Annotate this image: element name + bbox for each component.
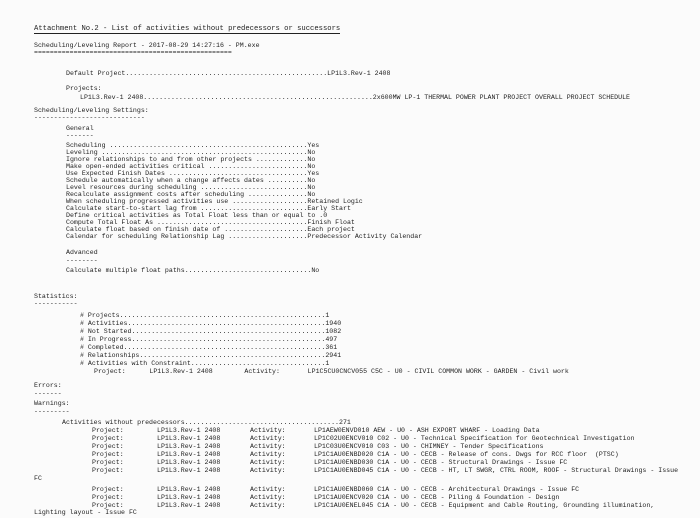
advanced-line: Calculate multiple float paths................................No [66, 267, 320, 274]
advanced-label: Advanced [66, 249, 98, 256]
row-project-label: Project: [92, 435, 124, 442]
setting-line: Schedule automatically when a change affects dates ..........No [66, 177, 316, 184]
row-activity: LP1C1AU0ENBD045 C1A - U0 - CECB - HT, LT SWGR, CTRL ROOM, ROOF - Structural Drawings - Issue [314, 467, 679, 474]
row-activity-label: Activity: [250, 427, 286, 434]
row-project: LP1L3.Rev-1 2408 [157, 459, 221, 466]
row-project-label: Project: [92, 459, 124, 466]
advanced-rule: -------- [66, 257, 98, 264]
row-activity-label: Activity: [250, 467, 286, 474]
row-activity-label: Activity: [250, 486, 286, 493]
row-project-label: Project: [92, 451, 124, 458]
row-project-label: Project: [92, 486, 124, 493]
statistic-line: # Relationships...............................................2941 [80, 352, 342, 359]
setting-line: Use Expected Finish Dates ...................................Yes [66, 170, 320, 177]
header-rule: ================================================== [34, 49, 232, 56]
row-activity-label: Activity: [250, 435, 286, 442]
setting-line: Define critical activities as Total Float less than or equal to .0 [66, 212, 328, 219]
row-activity-label: Activity: [250, 494, 286, 501]
statistic-line: # Projects....................................................1 [80, 312, 330, 319]
row-project: LP1L3.Rev-1 2408 [157, 486, 221, 493]
setting-line: Calculate start-to-start lag from ...........................Early Start [66, 205, 351, 212]
constraint-row: Project: LP1L3.Rev-1 2408 Activity: LP1C5CU0CNCV055 C5C - U0 - CIVIL COMMON WORK - GARDEN - Civil work [94, 368, 569, 375]
default-project-line: Default Project...................................................LP1L3.Rev-1 2408 [66, 70, 391, 77]
row-activity: LP1C1AU0ENBD030 C1A - U0 - CECB - Structural Drawings - Issue FC [314, 459, 568, 466]
setting-line: Calculate float based on finish date of .....................Each project [66, 226, 355, 233]
row-project: LP1L3.Rev-1 2408 [157, 467, 221, 474]
setting-line: Make open-ended activities critical .........................No [66, 163, 316, 170]
statistic-line: # In Progress.................................................497 [80, 336, 338, 343]
row-project-label: Project: [92, 427, 124, 434]
setting-line: Scheduling ..................................................Yes [66, 142, 320, 149]
report-header: Scheduling/Leveling Report - 2017-08-29 14:27:16 - PM.exe [34, 42, 260, 49]
general-rule: ------- [66, 132, 94, 139]
wrapped-text: Lighting layout - Issue FC [34, 509, 137, 516]
row-project: LP1L3.Rev-1 2408 [157, 443, 221, 450]
row-activity-label: Activity: [250, 502, 286, 509]
row-activity: LP1C03U0ENCV010 C03 - U0 - CHIMNEY - Tender Specifications [314, 443, 544, 450]
row-project: LP1L3.Rev-1 2408 [157, 451, 221, 458]
general-label: General [66, 125, 94, 132]
statistics-label: Statistics: [34, 293, 78, 300]
row-project-label: Project: [92, 467, 124, 474]
row-project: LP1L3.Rev-1 2408 [157, 435, 221, 442]
row-activity: LP1C02U0ENCV010 C02 - U0 - Technical Specification for Geotechnical Investigation [314, 435, 635, 442]
row-project-label: Project: [92, 443, 124, 450]
statistic-line: # Completed...................................................361 [80, 344, 338, 351]
row-activity: LP1C1AU0ENEL045 C1A - U0 - CECB - Equipment and Cable Routing, Grounding illumination, [314, 502, 655, 509]
settings-header: Scheduling/Leveling Settings: [34, 107, 149, 114]
setting-line: When scheduling progressed activities use ...................Retained Logic [66, 198, 363, 205]
row-project: LP1L3.Rev-1 2408 [157, 502, 221, 509]
settings-rule: ---------------------------- [34, 114, 145, 121]
row-activity-label: Activity: [250, 443, 286, 450]
statistic-line: # Activities with Constraint..................................1 [80, 360, 330, 367]
setting-line: Ignore relationships to and from other projects .............No [66, 156, 316, 163]
row-project: LP1L3.Rev-1 2408 [157, 494, 221, 501]
warnings-label: Warnings: [34, 400, 70, 407]
row-activity-label: Activity: [250, 459, 286, 466]
row-project-label: Project: [92, 494, 124, 501]
row-activity: LP1C1AU0ENBD060 C1A - U0 - CECB - Architectural Drawings - Issue FC [314, 486, 580, 493]
setting-line: Leveling ....................................................No [66, 149, 316, 156]
row-activity: LP1C1AU0ENCV020 C1A - U0 - CECB - Piling & Foundation - Design [314, 494, 560, 501]
setting-line: Recalculate assignment costs after scheduling ...............No [66, 191, 316, 198]
setting-line: Level resources during scheduling ...........................No [66, 184, 316, 191]
setting-line: Compute Total Float As ......................................Finish Float [66, 219, 355, 226]
statistics-rule: ----------- [34, 300, 78, 307]
warning-line: Activities without predecessors.......................................271 [62, 419, 351, 426]
projects-line: LP1L3.Rev-1 2408..........................................................2x600MW LP-1 THERMAL POWER PLANT PROJECT OVERALL PROJECT SCHEDULE [80, 94, 631, 101]
row-project-label: Project: [92, 502, 124, 509]
setting-line: Calendar for scheduling Relationship Lag ....................Predecessor Activity Calendar [66, 233, 423, 240]
statistic-line: # Not Started.................................................1082 [80, 328, 342, 335]
projects-label: Projects: [66, 85, 102, 92]
statistic-line: # Activities..................................................1940 [80, 320, 342, 327]
errors-label: Errors: [34, 382, 62, 389]
errors-rule: ------- [34, 390, 62, 397]
row-activity: LP1C1AU0ENBD020 C1A - U0 - CECB - Release of cons. Dwgs for RCC floor (PTSC) [314, 451, 619, 458]
warnings-rule: --------- [34, 408, 70, 415]
row-activity: LP1AEW0ENVD010 AEW - U0 - ASH EXPORT WHARF - Loading Data [314, 427, 540, 434]
attachment-title: Attachment No.2 - List of activities without predecessors or successors [34, 25, 341, 33]
row-project: LP1L3.Rev-1 2408 [157, 427, 221, 434]
row-activity-label: Activity: [250, 451, 286, 458]
wrapped-text: FC [34, 475, 42, 482]
